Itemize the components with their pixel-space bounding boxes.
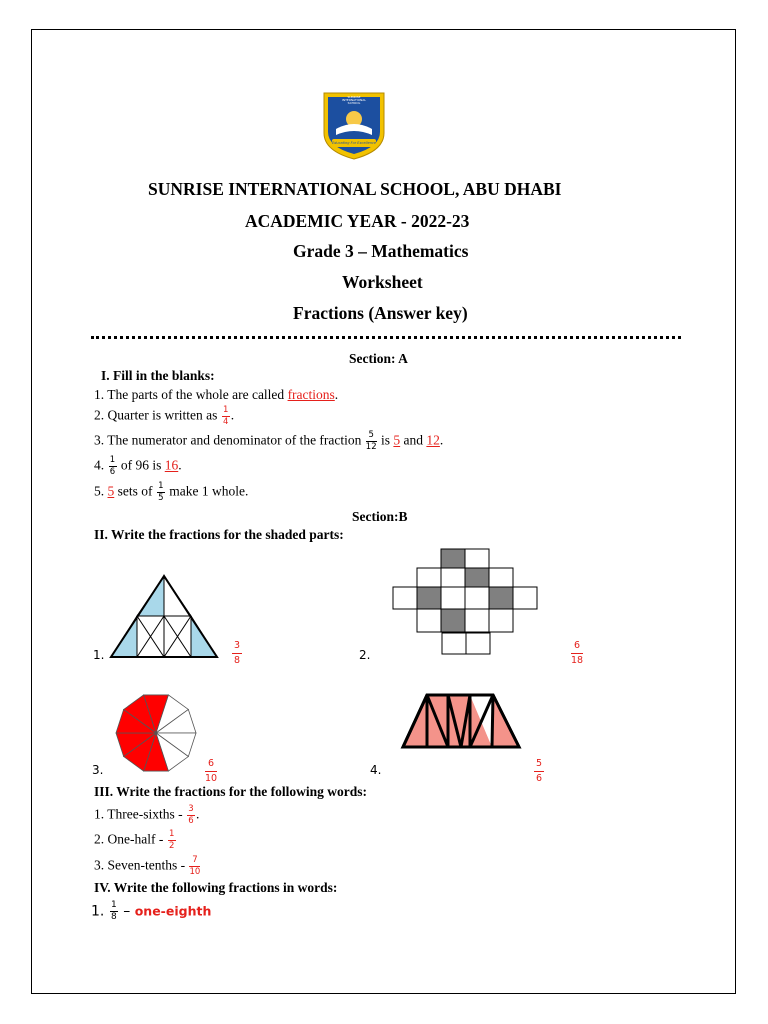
section-a-heading: I. Fill in the blanks: [101,368,215,383]
question-a1: 1. The parts of the whole are called fractions. [94,387,339,402]
school-name: SUNRISE INTERNATIONAL SCHOOL, ABU DHABI [148,179,562,199]
question-a2: 2. Quarter is written as $\frac{1}{4}$ . [94,405,235,427]
word-question-2: 2. One-half - $\frac{1}{2}$ [94,829,175,851]
academic-year: ACADEMIC YEAR - 2022-23 [245,211,470,231]
answer-a3-num: 5 [393,432,401,448]
logo-motto: Educating For Excellence [331,141,377,145]
shape-label-1: 1. [93,648,105,662]
grade-subject: Grade 3 – Mathematics [293,241,469,261]
question-a5: 5. 5 sets of $\frac{1}{5}$ make 1 whole. [94,481,249,503]
section-b-heading: II. Write the fractions for the shaded parts: [94,527,344,542]
section-d-heading: IV. Write the following fractions in words: [94,880,338,895]
shape-label-4: 4. [370,763,382,777]
grid-diagram-bottom [441,632,493,656]
dotted-divider [91,336,681,339]
section-a-title: Section: A [349,351,408,366]
answer-b1: 3 8 [233,640,241,666]
answer-b3: 6 10 [205,758,218,784]
question-a4: 4. $\frac{1}{6}$ of 96 is 16. [94,455,182,477]
question-a3: 3. The numerator and denominator of the fraction $\frac{5}{12}$ is 5 and 12. [94,430,444,452]
doc-type: Worksheet [342,272,423,292]
word-answer-3: $\frac{7}{10}$ [189,855,201,877]
trapezoid-diagram [399,692,523,750]
topic-title: Fractions (Answer key) [293,303,468,323]
answer-a4: 16 [164,457,179,473]
word-answer-2: $\frac{1}{2}$ [169,829,175,851]
section-b-title: Section:B [352,509,408,524]
logo-text: SUNRISE INTERNATIONAL SCHOOL [341,95,367,105]
answer-a5: 5 [107,483,115,499]
word-answer-1: $\frac{3}{6}$ [188,804,194,826]
word-question-1: 1. Three-sixths - $\frac{3}{6}$ . [94,804,200,826]
answer-a3-den: 12 [426,432,440,448]
section-c-heading: III. Write the fractions for the following words: [94,784,367,799]
grid-diagram [392,548,543,634]
decagon-diagram [113,690,199,776]
triangle-diagram [108,574,220,660]
answer-a2: $\frac{1}{4}$ [223,405,229,427]
answer-b4: 5 6 [535,758,543,784]
answer-b2: 6 18 [571,640,584,666]
words-question-1: 1. $\frac{1}{8}$ – one-eighth [91,900,212,922]
answer-a1: fractions [287,387,335,402]
words-answer-1: one-eighth [134,903,212,919]
shape-label-2: 2. [359,648,371,662]
word-question-3: 3. Seven-tenths - $\frac{7}{10}$ [94,855,201,877]
shape-label-3: 3. [92,763,104,777]
